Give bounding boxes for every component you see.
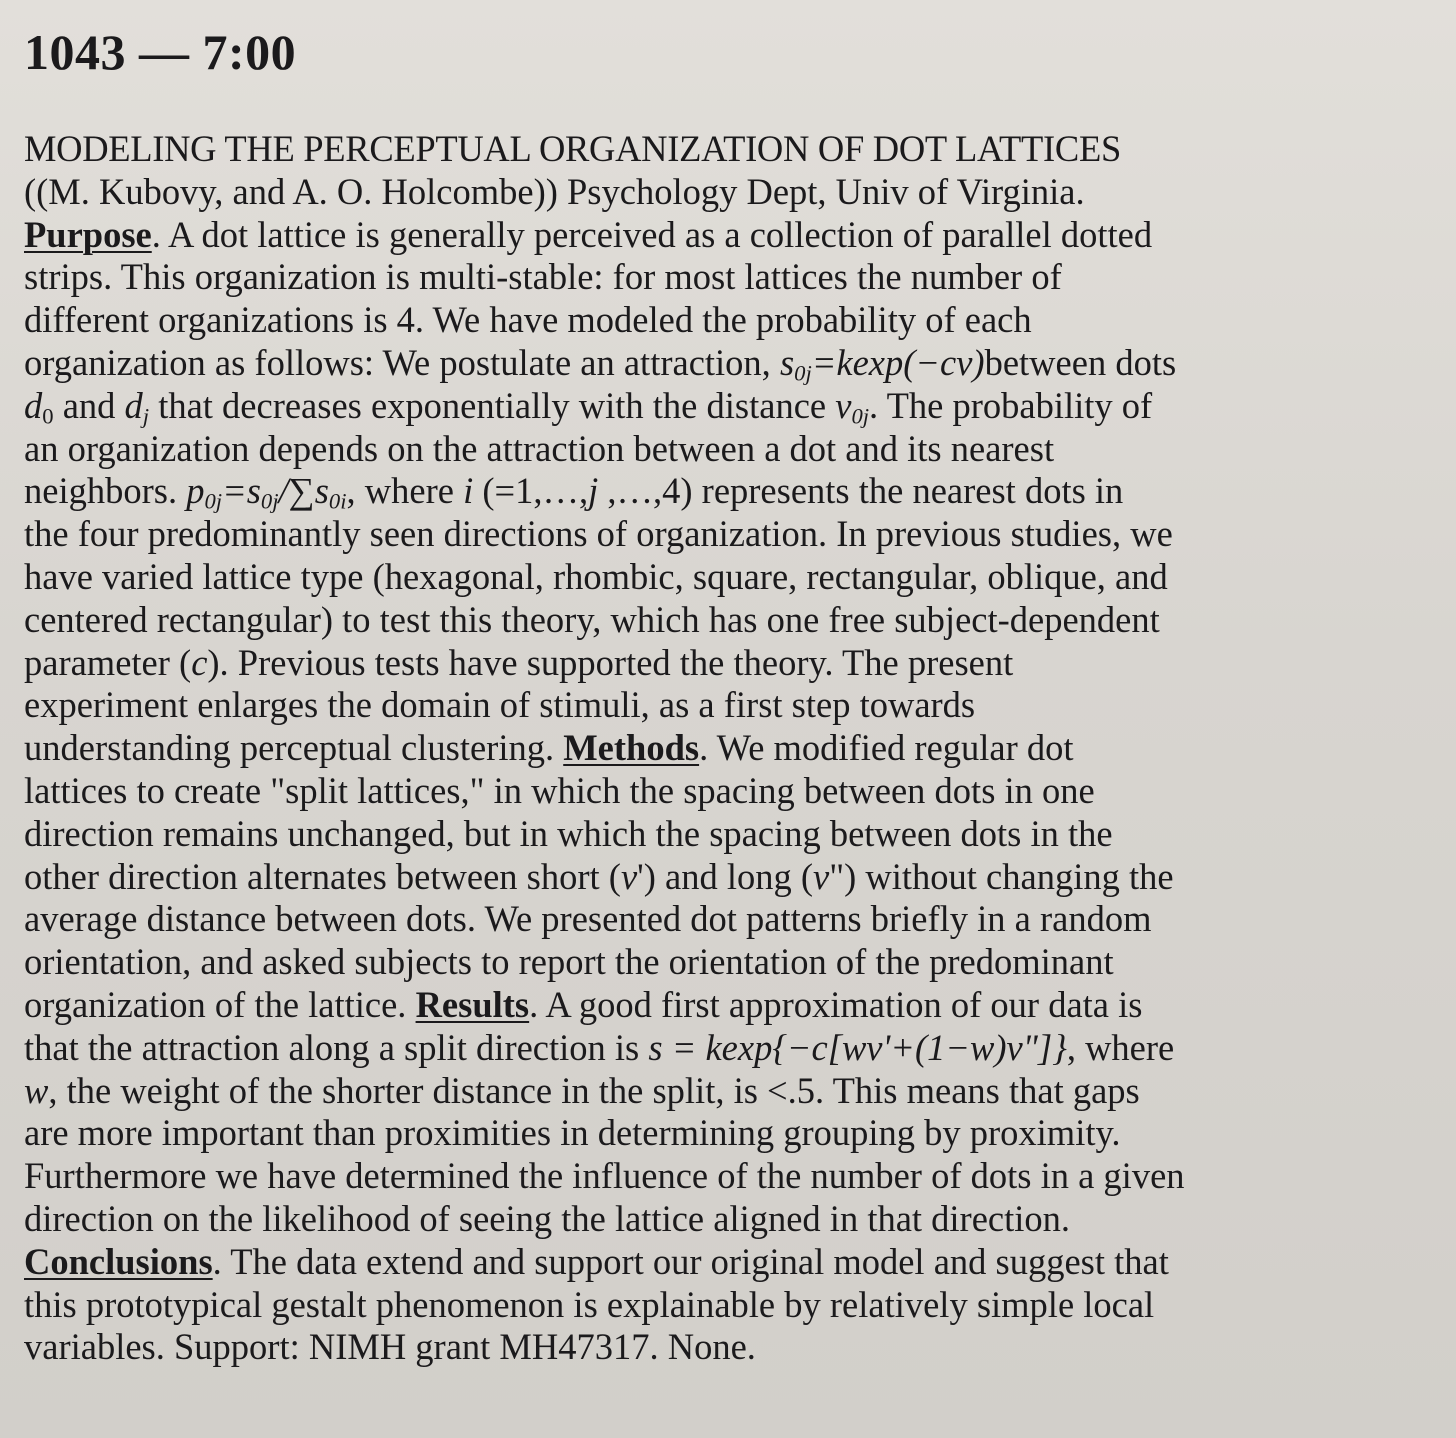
abstract-line: $d_0$ and $d_j$ that decreases exponentially with the distance $v_{0j}$. The probability of: [24, 384, 1153, 429]
abstract-line: are more important than proximities in determining grouping by proximity.: [24, 1112, 1121, 1154]
abstract-line: organization of the lattice. Results. A good first approximation of our data is: [24, 983, 1143, 1025]
abstract-authors: ((M. Kubovy, and A. O. Holcombe)) Psychology Dept, Univ of Virginia.: [24, 170, 1085, 212]
abstract-line: understanding perceptual clustering. Methods. We modified regular dot: [24, 727, 1074, 769]
abstract-line: other direction alternates between short (v') and long (v") without changing the: [24, 855, 1174, 897]
abstract-line: neighbors. $p_{0j}=s_{0j}/\sum s_{0i}$, where i (=1,…,j ,…,4) represents the nearest dots in: [24, 470, 1124, 515]
methods-heading: Methods: [563, 727, 700, 769]
abstract-line: orientation, and asked subjects to report the orientation of the predominant: [24, 941, 1114, 983]
split-formula: s = kexp{−c[wv'+(1−w)v"]}: [648, 1026, 1067, 1068]
results-heading: Results: [415, 983, 530, 1025]
abstract-line: have varied lattice type (hexagonal, rhombic, square, rectangular, oblique, and: [24, 555, 1168, 597]
session-heading: 1043 — 7:00: [24, 24, 297, 80]
abstract-line: experiment enlarges the domain of stimuli, as a first step towards: [24, 684, 976, 726]
abstract-line: Purpose. A dot lattice is generally perceived as a collection of parallel dotted: [24, 213, 1153, 255]
abstract-line: Furthermore we have determined the influence of the number of dots in a given: [24, 1155, 1185, 1197]
abstract-line: an organization depends on the attraction between a dot and its nearest: [24, 427, 1055, 469]
abstract-line: the four predominantly seen directions of organization. In previous studies, we: [24, 513, 1173, 555]
abstract-line: organization as follows: We postulate an attraction, $s_{0j}=kexp(-cv)between$ dots: [24, 341, 1177, 386]
abstract-line: Conclusions. The data extend and support our original model and suggest that: [24, 1240, 1169, 1282]
abstract-line: direction remains unchanged, but in which the spacing between dots in the: [24, 812, 1113, 854]
abstract-line: direction on the likelihood of seeing the lattice aligned in that direction.: [24, 1197, 1071, 1239]
attraction-formula: $s_{0j}=kexp(-cv)$: [779, 341, 985, 386]
abstract-line: lattices to create "split lattices," in which the spacing between dots in one: [24, 769, 1095, 811]
abstract-line: average distance between dots. We presented dot patterns briefly in a random: [24, 898, 1152, 940]
abstract-line: that the attraction along a split direction is s = kexp{−c[wv'+(1−w)v"]}, where: [24, 1026, 1175, 1068]
abstract-line: centered rectangular) to test this theory, which has one free subject-dependent: [24, 598, 1160, 640]
purpose-heading: Purpose: [24, 213, 152, 255]
conclusions-heading: Conclusions: [24, 1240, 213, 1282]
abstract-line: this prototypical gestalt phenomenon is explainable by relatively simple local: [24, 1283, 1155, 1325]
abstract-line: different organizations is 4. We have modeled the probability of each: [24, 299, 1032, 341]
abstract-line: w, the weight of the shorter distance in the split, is <.5. This means that gaps: [24, 1069, 1140, 1111]
abstract-title: MODELING THE PERCEPTUAL ORGANIZATION OF DOT LATTICES: [24, 128, 1121, 169]
abstract-body: [24, 128, 1426, 1369]
abstract-line: parameter (c). Previous tests have supported the theory. The present: [24, 641, 1014, 683]
abstract-line: variables. Support: NIMH grant MH47317. None.: [24, 1326, 756, 1368]
abstract-line: strips. This organization is multi-stable: for most lattices the number of: [24, 256, 1062, 298]
probability-formula: $p_{0j}=s_{0j}/\sum s_{0i}$: [186, 470, 347, 515]
